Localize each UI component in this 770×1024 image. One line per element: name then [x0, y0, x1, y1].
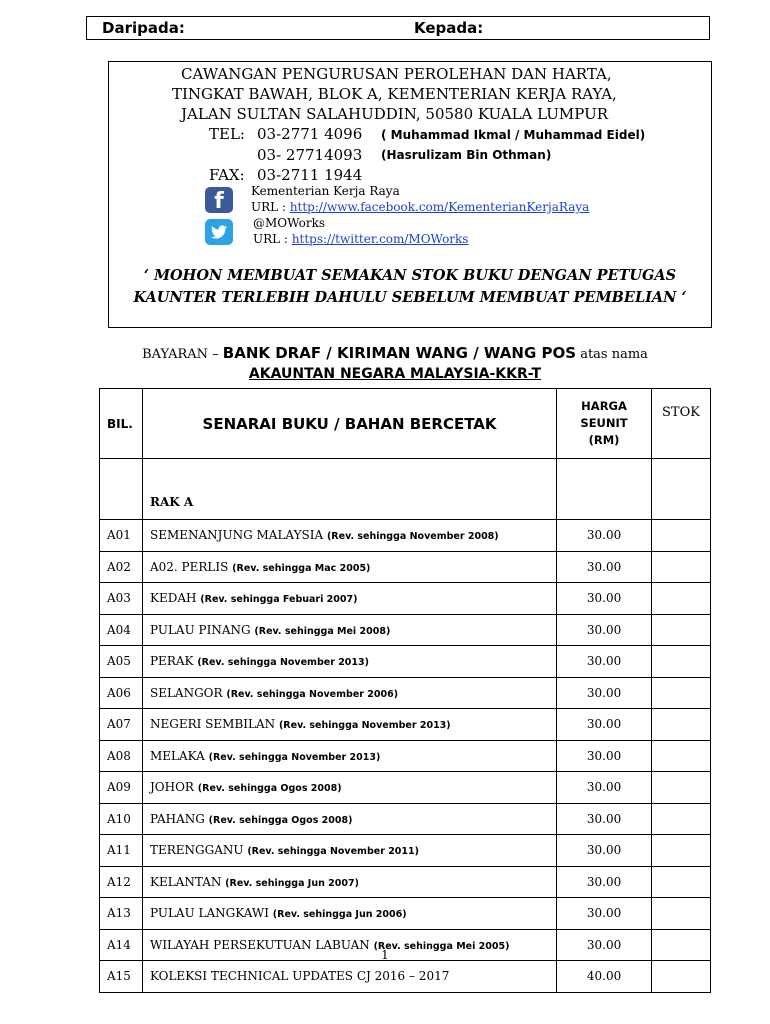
- row-price: 30.00: [557, 772, 652, 804]
- row-bil: A02: [100, 551, 143, 583]
- row-bil: A09: [100, 772, 143, 804]
- table-header-row: [100, 389, 711, 459]
- tel-contact-1: ( Muhammad Ikmal / Muhammad Eidel): [381, 128, 646, 142]
- row-revision: (Rev. sehingga November 2013): [278, 720, 451, 732]
- payment-prefix: BAYARAN –: [142, 347, 219, 362]
- row-bil: A08: [100, 740, 143, 772]
- row-bil: A05: [100, 646, 143, 678]
- table-row: [100, 866, 711, 898]
- row-price: 30.00: [557, 740, 652, 772]
- row-revision: (Rev. sehingga Mei 2005): [373, 940, 510, 952]
- address-line-3: JALAN SULTAN SALAHUDDIN, 50580 KUALA LUMPUR: [181, 105, 609, 123]
- row-stok-cell[interactable]: [651, 646, 710, 678]
- row-revision: (Rev. sehingga Mei 2008): [254, 625, 391, 637]
- facebook-icon[interactable]: f: [205, 187, 233, 213]
- row-title: [142, 803, 556, 835]
- row-name: JOHOR: [149, 780, 198, 795]
- row-revision: (Rev. sehingga November 2013): [197, 657, 369, 669]
- row-name: NEGERI SEMBILAN: [149, 717, 279, 732]
- tel-number-2: 03- 27714093: [257, 146, 363, 164]
- row-revision: (Rev. sehingga Jun 2006): [272, 909, 407, 921]
- row-title: [142, 583, 556, 615]
- row-price: 40.00: [557, 961, 652, 993]
- row-revision: (Rev. sehingga Ogos 2008): [208, 814, 353, 826]
- row-stok-cell[interactable]: [651, 520, 710, 552]
- row-stok-cell[interactable]: [651, 709, 710, 741]
- address-line-1: CAWANGAN PENGURUSAN PEROLEHAN DAN HARTA,: [181, 65, 612, 83]
- row-bil: A10: [100, 803, 143, 835]
- row-name: KEDAH: [149, 591, 201, 606]
- table-row: [100, 551, 711, 583]
- table-row: [100, 614, 711, 646]
- twitter-url-row: [253, 232, 468, 246]
- fax-number: 03-2711 1944: [257, 166, 363, 184]
- row-title: [142, 677, 556, 709]
- table-row: [100, 677, 711, 709]
- address-box: [108, 61, 712, 328]
- row-revision: (Rev. sehingga Febuari 2007): [200, 594, 358, 606]
- row-stok-cell[interactable]: [651, 898, 710, 930]
- table-row: [100, 961, 711, 993]
- row-title: [142, 835, 556, 867]
- row-bil: A13: [100, 898, 143, 930]
- row-title: [142, 614, 556, 646]
- facebook-url-row: [251, 200, 589, 214]
- row-price: 30.00: [557, 677, 652, 709]
- row-title: [142, 740, 556, 772]
- table-row: [100, 835, 711, 867]
- notice-line-1: ‘ MOHON MEMBUAT SEMAKAN STOK BUKU DENGAN PETUGAS: [143, 267, 677, 284]
- tel-contact-2: (Hasrulizam Bin Othman): [381, 148, 552, 162]
- facebook-link[interactable]: http://www.facebook.com/KementerianKerjaRaya: [289, 200, 590, 214]
- row-title: [142, 898, 556, 930]
- tel-label: TEL:: [209, 125, 245, 143]
- facebook-name: Kementerian Kerja Raya: [251, 184, 400, 198]
- col-price-header-line-2: SEUNIT: [580, 416, 628, 430]
- row-name: WILAYAH PERSEKUTUAN LABUAN: [149, 937, 374, 952]
- row-bil: A06: [100, 677, 143, 709]
- table-row: [100, 520, 711, 552]
- table-row: [100, 583, 711, 615]
- payment-account: AKAUNTAN NEGARA MALAYSIA-KKR-T: [248, 366, 542, 382]
- twitter-bird-icon: [205, 219, 233, 245]
- row-bil: A01: [100, 520, 143, 552]
- from-to-bar: [86, 16, 710, 40]
- row-revision: (Rev. sehingga November 2008): [326, 531, 499, 543]
- row-price: 30.00: [557, 709, 652, 741]
- row-bil: A12: [100, 866, 143, 898]
- row-stok-cell[interactable]: [651, 866, 710, 898]
- from-field[interactable]: [102, 19, 366, 40]
- book-list-table: [99, 388, 711, 993]
- from-blank-line[interactable]: [190, 21, 366, 40]
- row-stok-cell[interactable]: [651, 803, 710, 835]
- tel-number-1: 03-2771 4096: [257, 125, 363, 143]
- table-row: [100, 646, 711, 678]
- row-revision: (Rev. sehingga November 2006): [226, 688, 399, 700]
- row-bil: A04: [100, 614, 143, 646]
- facebook-url-label: URL :: [251, 200, 286, 214]
- row-revision: (Rev. sehingga November 2013): [208, 751, 381, 763]
- twitter-link[interactable]: https://twitter.com/MOWorks: [291, 232, 469, 246]
- row-stok-cell[interactable]: [651, 961, 710, 993]
- row-stok-cell[interactable]: [651, 677, 710, 709]
- row-title: [142, 772, 556, 804]
- row-bil: A11: [100, 835, 143, 867]
- row-price: 30.00: [557, 835, 652, 867]
- col-bil-header: BIL.: [100, 389, 143, 459]
- payment-suffix: atas nama: [580, 347, 648, 362]
- col-stok-header: STOK: [651, 389, 710, 459]
- row-price: 30.00: [557, 803, 652, 835]
- col-list-header: SENARAI BUKU / BAHAN BERCETAK: [142, 389, 556, 459]
- row-revision: (Rev. sehingga Mac 2005): [232, 562, 371, 574]
- payment-line: [0, 344, 770, 362]
- notice-line-2: KAUNTER TERLEBIH DAHULU SEBELUM MEMBUAT PEMBELIAN ‘: [133, 289, 687, 306]
- row-name: A02. PERLIS: [149, 559, 233, 574]
- row-price: 30.00: [557, 583, 652, 615]
- col-price-header-line-1: HARGA: [581, 399, 627, 413]
- row-bil: A03: [100, 583, 143, 615]
- section-label: RAK A: [142, 459, 556, 520]
- row-bil: A14: [100, 929, 143, 961]
- row-revision: (Rev. sehingga November 2011): [247, 846, 419, 858]
- table-row: [100, 709, 711, 741]
- row-name: KELANTAN: [149, 874, 226, 889]
- section-stok-cell: [651, 459, 710, 520]
- to-field[interactable]: [414, 19, 655, 40]
- row-name: PULAU PINANG: [149, 622, 255, 637]
- to-label: Kepada:: [414, 19, 484, 37]
- row-stok-cell[interactable]: [651, 551, 710, 583]
- row-name: TERENGGANU: [149, 843, 248, 858]
- row-bil: A07: [100, 709, 143, 741]
- page-number: 1: [381, 948, 389, 962]
- row-price: 30.00: [557, 551, 652, 583]
- section-bil-cell: [100, 459, 143, 520]
- row-name: MELAKA: [149, 748, 209, 763]
- row-stok-cell[interactable]: [651, 614, 710, 646]
- row-title: [142, 646, 556, 678]
- to-blank-line[interactable]: [489, 21, 655, 40]
- row-price: 30.00: [557, 646, 652, 678]
- col-price-header: [557, 389, 652, 459]
- row-revision: (Rev. sehingga Jun 2007): [225, 877, 359, 889]
- twitter-icon[interactable]: [205, 219, 233, 245]
- row-stok-cell[interactable]: [651, 583, 710, 615]
- table-row: [100, 772, 711, 804]
- twitter-url-label: URL :: [253, 232, 288, 246]
- row-bil: A15: [100, 961, 143, 993]
- row-title: [142, 520, 556, 552]
- table-row: [100, 898, 711, 930]
- row-title: [142, 866, 556, 898]
- row-name: SELANGOR: [149, 685, 227, 700]
- table-row: [100, 740, 711, 772]
- row-name: PULAU LANGKAWI: [149, 906, 273, 921]
- col-price-header-line-3: (RM): [588, 433, 620, 447]
- fax-label: FAX:: [209, 166, 245, 184]
- table-row: [100, 803, 711, 835]
- row-price: 30.00: [557, 929, 652, 961]
- row-name: PERAK: [149, 654, 198, 669]
- row-price: 30.00: [557, 898, 652, 930]
- row-stok-cell[interactable]: [651, 772, 710, 804]
- row-title: [142, 709, 556, 741]
- row-name: KOLEKSI TECHNICAL UPDATES CJ 2016 – 2017: [149, 969, 450, 984]
- row-name: SEMENANJUNG MALAYSIA: [149, 528, 327, 543]
- row-title: [142, 551, 556, 583]
- section-row: [100, 459, 711, 520]
- from-label: Daripada:: [102, 19, 185, 37]
- row-revision: (Rev. sehingga Ogos 2008): [197, 783, 342, 795]
- section-price-cell: [557, 459, 652, 520]
- twitter-handle: @MOWorks: [253, 216, 326, 230]
- row-name: PAHANG: [149, 811, 209, 826]
- address-line-2: TINGKAT BAWAH, BLOK A, KEMENTERIAN KERJA RAYA,: [172, 85, 617, 103]
- row-price: 30.00: [557, 520, 652, 552]
- row-title: [142, 961, 556, 993]
- row-stok-cell[interactable]: [651, 740, 710, 772]
- row-stok-cell[interactable]: [651, 835, 710, 867]
- row-price: 30.00: [557, 614, 652, 646]
- payment-methods: BANK DRAF / KIRIMAN WANG / WANG POS: [222, 344, 577, 362]
- row-price: 30.00: [557, 866, 652, 898]
